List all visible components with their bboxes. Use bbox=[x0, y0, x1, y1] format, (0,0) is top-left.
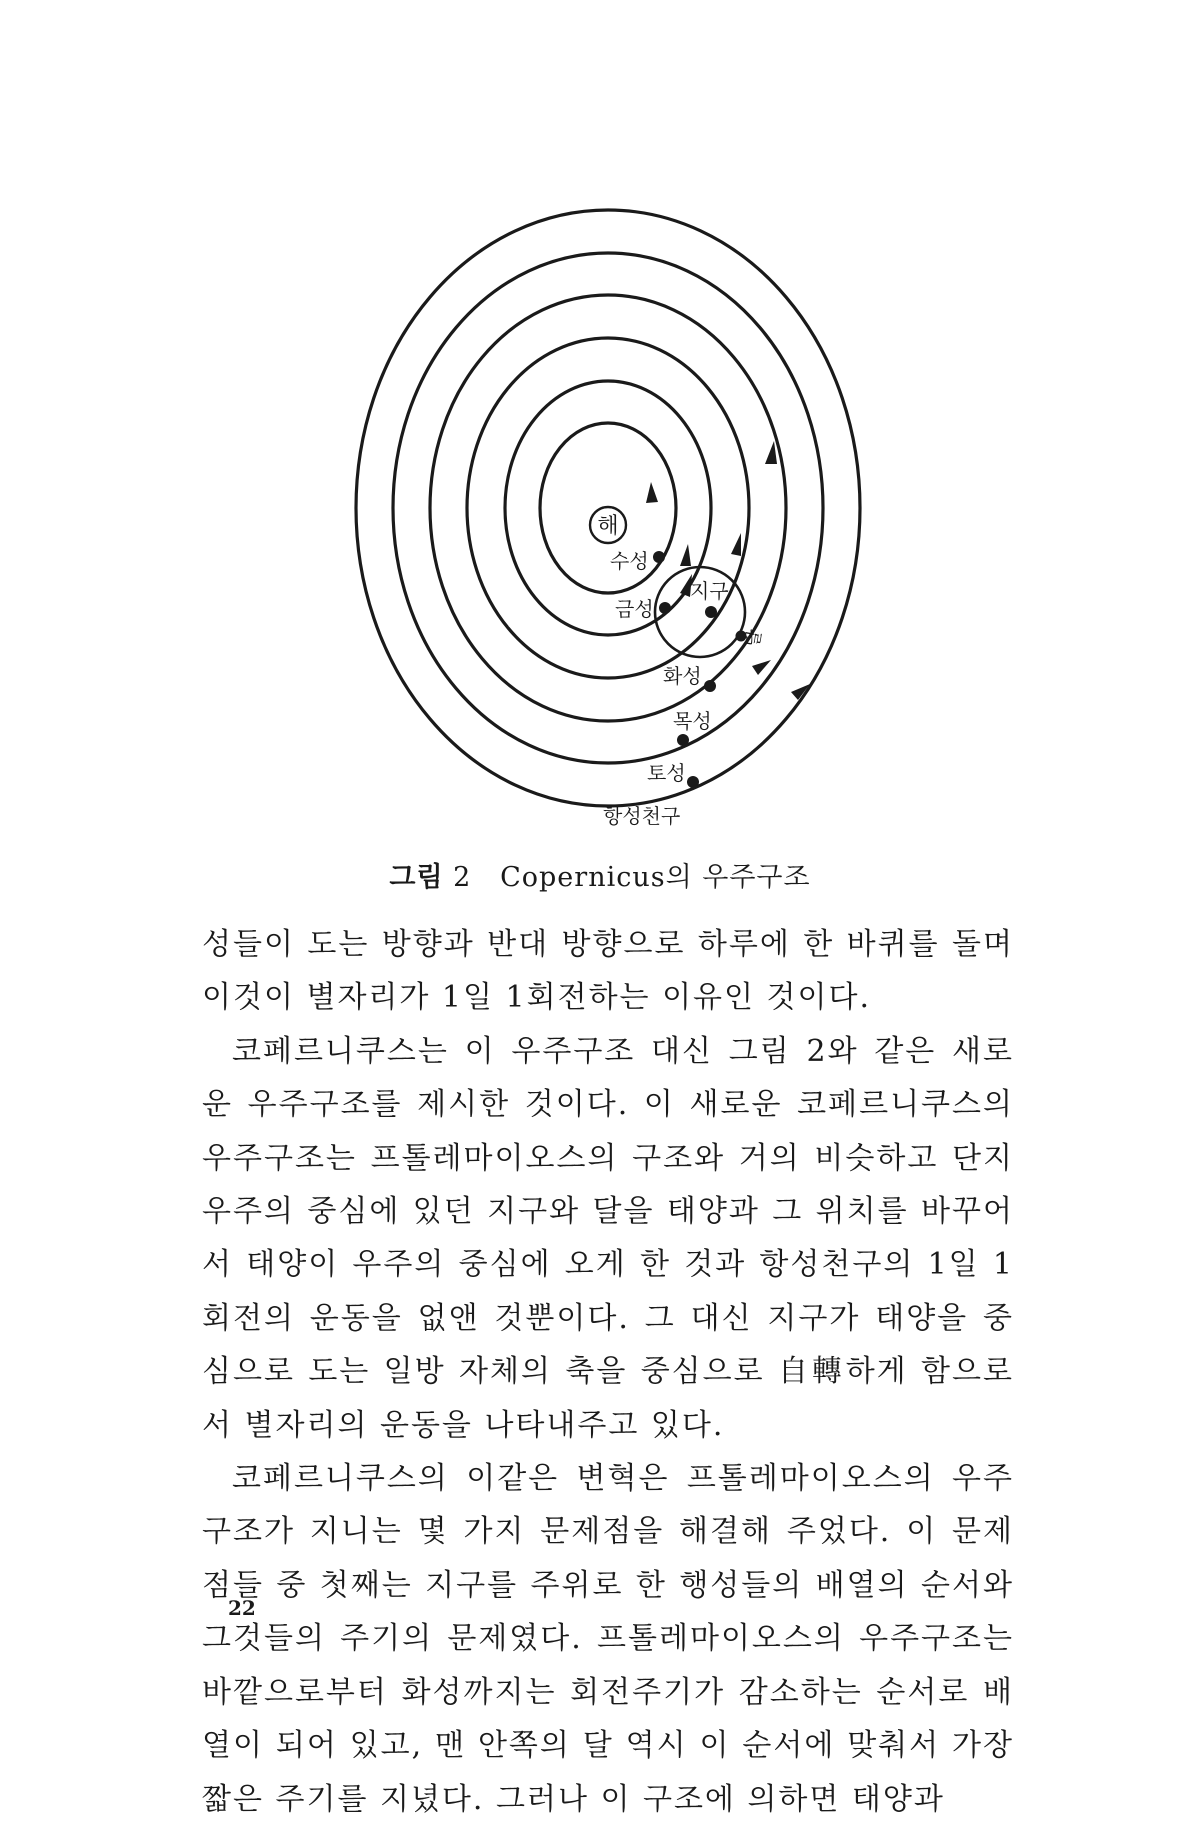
sun-label: 해 bbox=[597, 514, 619, 539]
saturn-dot bbox=[687, 776, 699, 788]
moon-label: 달 bbox=[742, 628, 766, 649]
figure-caption bbox=[0, 855, 1200, 894]
arrow-icon bbox=[765, 441, 777, 464]
jupiter-dot bbox=[677, 734, 689, 746]
mercury-dot bbox=[653, 551, 665, 563]
saturn-label: 토성 bbox=[647, 761, 686, 785]
arrow-icon bbox=[752, 660, 771, 675]
paragraph: 코페르니쿠스는 이 우주구조 대신 그림 2와 같은 새로운 우주구조를 제시한 것이다. 이 새로운 코페르니쿠스의 우주구조는 프톨레마이오스의 구조와 거의 비슷하고 단지 우주의 중심에 있던 지구와 달을 태양과 그 위치를 바꾸어서 태양이 우주의 중심에 오게 한 것과 항성천구의 1일 1회전의 운동을 없앤 것뿐이다. 그 대신 지구가 태양을 중심으로 도는 일방 자체의 축을 중심으로 自轉하게 함으로서 별자리의 운동을 나타내주고 있다. bbox=[202, 1033, 1014, 1443]
jupiter-label: 목성 bbox=[673, 709, 712, 733]
earth-dot bbox=[705, 606, 717, 618]
page-number: 22 bbox=[228, 1596, 256, 1620]
caption-text: Copernicus의 우주구조 bbox=[500, 862, 811, 893]
caption-label: 그림 bbox=[389, 862, 444, 893]
venus-label: 금성 bbox=[615, 597, 654, 621]
mercury-label: 수성 bbox=[610, 549, 649, 573]
arrow-icon bbox=[646, 482, 658, 503]
earth-label: 지구 bbox=[690, 579, 729, 603]
caption-number: 2 bbox=[453, 862, 472, 893]
venus-dot bbox=[659, 602, 671, 614]
mars-dot bbox=[704, 680, 716, 692]
stars-label: 항성천구 bbox=[603, 804, 681, 828]
arrow-icon bbox=[731, 533, 741, 556]
arrow-icon bbox=[680, 544, 691, 566]
mars-label: 화성 bbox=[663, 664, 702, 688]
paragraph: 성들이 도는 방향과 반대 방향으로 하루에 한 바퀴를 돌며 이것이 별자리가 1일 1회전하는 이유인 것이다. bbox=[202, 927, 1014, 1016]
copernicus-universe-diagram bbox=[0, 0, 1200, 860]
paragraph: 코페르니쿠스의 이같은 변혁은 프톨레마이오스의 우주구조가 지니는 몇 가지 문제점을 해결해 주었다. 이 문제점들 중 첫째는 지구를 주위로 한 행성들의 배열의 순서와 그것들의 주기의 문제였다. 프톨레마이오스의 우주구조는 바깥으로부터 화성까지는 회전주기가 감소하는 순서로 배열이 되어 있고, 맨 안쪽의 달 역시 이 순서에 맞춰서 가장 짧은 주기를 지녔다. 그러나 이 구조에 의하면 태양과 bbox=[202, 1461, 1014, 1817]
body-text bbox=[202, 918, 1014, 1826]
